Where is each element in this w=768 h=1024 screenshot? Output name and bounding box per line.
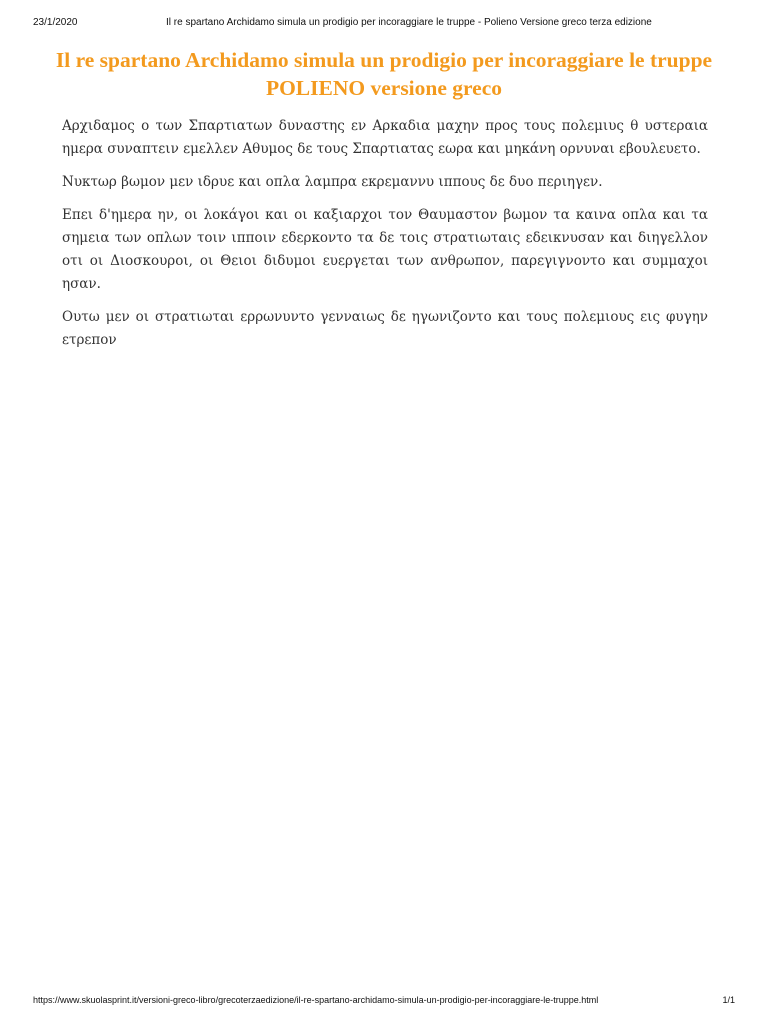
paragraph-4: Ουτω μεν οι στρατιωται ερρωνυντο γενναιως δε ηγωνιζοντο και τους πολεμιους εις φυγην ετρεπον bbox=[62, 309, 708, 348]
print-header-title: Il re spartano Archidamo simula un prodigio per incoraggiare le truppe - Polieno Versione greco terza edizione bbox=[166, 17, 652, 28]
paragraph-1: Αρχιδαμος ο των Σπαρτιατων δυναστης εν Αρκαδια μαχην προς τους πολεμιυς θ υστεραια ημερα συναπτειν εμελλεν Αθυμος δε τους Σπαρτιατας εωρα και μηκάνη ορνυναι εβουλευετο. bbox=[62, 118, 708, 157]
source-url: https://www.skuolasprint.it/versioni-greco-libro/grecoterzaedizione/il-re-spartano-archidamo-simula-un-prodigio-per-incoraggiare-le-truppe.html bbox=[33, 995, 599, 1005]
print-date: 23/1/2020 bbox=[33, 17, 78, 28]
paragraph-3: Επει δ'ημερα ην, οι λοκάγοι και οι καξιαρχοι τον Θαυμαστον βωμον τα καινα οπλα και τα σημεια των οπλων τοιν ιπποιν εδερκοντο τα δε τοις στρατιωταις εδεικνυσαν και διηγελλον οτι οι Διοσκουροι, οι Θειοι διδυμοι ευεργεται των ανθρωπον, παρεγιγνοντο και συμμαχοι ησαν. bbox=[62, 207, 708, 292]
print-header bbox=[33, 17, 735, 31]
print-footer bbox=[33, 995, 735, 1009]
article-body bbox=[62, 115, 708, 362]
paragraph-2: Νυκτωρ βωμον μεν ιδρυε και οπλα λαμπρα εκρεμαννυ ιππους δε δυο περιηγεν. bbox=[62, 174, 603, 190]
page-number: 1/1 bbox=[722, 995, 735, 1005]
article-title: Il re spartano Archidamo simula un prodigio per incoraggiare le truppe POLIENO versione greco bbox=[55, 48, 713, 100]
